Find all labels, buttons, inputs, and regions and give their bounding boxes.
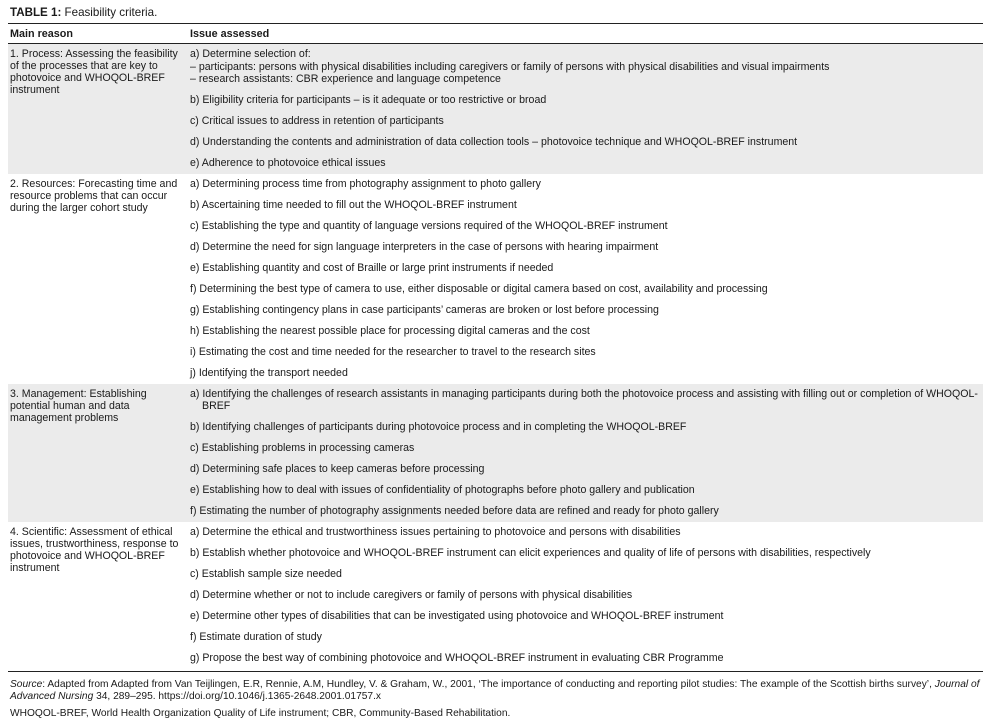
issue-item: h) Establishing the nearest possible place for processing digital cameras and the cost: [190, 324, 590, 337]
issue-item: c) Establishing problems in processing cameras: [190, 441, 415, 454]
issue-item: e) Establishing quantity and cost of Braille or large print instruments if needed: [190, 261, 554, 274]
reason-resources: 2. Resources: Forecasting time and resource problems that can occur during the larger cohort study: [10, 177, 178, 214]
issues-process: [188, 44, 983, 174]
issue-item: f) Estimating the number of photography assignments needed before data are refined and ready for photo gallery: [190, 504, 719, 517]
issue-item: c) Establishing the type and quantity of language versions required of the WHOQOL-BREF instrument: [190, 219, 668, 232]
issue-text: – participants: persons with physical disabilities including caregivers or family of persons with physical disabilities and visual impairments: [190, 60, 830, 73]
table-row: [8, 384, 983, 522]
issue-item: f) Determining the best type of camera to use, either disposable or digital camera based on cost, availability and processing: [190, 282, 768, 295]
issue-text: – research assistants: CBR experience and language competence: [190, 73, 501, 85]
table-row: [8, 44, 983, 174]
source-label: Source: [10, 678, 43, 690]
source-text-post: 34, 289–295. https://doi.org/10.1046/j.1365-2648.2001.01757.x: [93, 691, 381, 702]
table-footnote: [8, 671, 983, 721]
issues-management: [188, 384, 983, 522]
source-text-pre: : Adapted from Adapted from Van Teijlingen, E.R, Rennie, A.M, Hundley, V. & Graham, W., 2001, ‘The importance of conducting and reporting pilot studies: The example of the Scottish births survey’,: [42, 678, 935, 690]
header-issue-assessed: Issue assessed: [190, 28, 270, 40]
table-header-row: [8, 24, 983, 44]
table-row: [8, 174, 983, 384]
issue-item: d) Understanding the contents and administration of data collection tools – photovoice technique and WHOQOL-BREF instrument: [190, 135, 798, 148]
table-row: [8, 522, 983, 669]
issue-item: f) Estimate duration of study: [190, 630, 322, 643]
table-caption: [8, 6, 983, 20]
abbreviations-note: WHOQOL-BREF, World Health Organization Quality of Life instrument; CBR, Community-Based Rehabilitation.: [10, 707, 511, 719]
journal-name: Journal of Advanced Nursing: [10, 678, 980, 702]
caption-label: TABLE 1:: [10, 6, 62, 19]
caption-text: Feasibility criteria.: [61, 6, 158, 19]
issue-item: g) Establishing contingency plans in case participants’ cameras are broken or lost before processing: [190, 303, 659, 316]
issues-resources: [188, 174, 983, 384]
issue-item: b) Establish whether photovoice and WHOQOL-BREF instrument can elicit experiences and quality of life of persons with disabilities, respectively: [190, 546, 871, 559]
issue-item: d) Determining safe places to keep cameras before processing: [190, 462, 485, 475]
issue-item: c) Critical issues to address in retention of participants: [190, 114, 444, 127]
issue-item: j) Identifying the transport needed: [190, 366, 348, 379]
header-main-reason: Main reason: [10, 28, 73, 40]
issue-item: g) Propose the best way of combining photovoice and WHOQOL-BREF instrument in evaluating CBR Programme: [190, 651, 724, 664]
reason-scientific: 4. Scientific: Assessment of ethical issues, trustworthiness, response to photovoice and WHOQOL-BREF instrument: [10, 525, 179, 574]
issue-item: i) Estimating the cost and time needed for the researcher to travel to the research sites: [190, 345, 596, 358]
issue-item: b) Identifying challenges of participants during photovoice process and in completing the WHOQOL-BREF: [190, 420, 687, 433]
reason-management: 3. Management: Establishing potential human and data management problems: [8, 384, 188, 522]
feasibility-table: [8, 24, 983, 669]
issue-item: a) Identifying the challenges of research assistants in managing participants during both the photovoice process and assisting with filling out or completion of WHOQOL-BREF: [190, 387, 978, 412]
issue-item: e) Adherence to photovoice ethical issues: [190, 156, 386, 169]
issue-item: c) Establish sample size needed: [190, 567, 342, 580]
issue-item: a) Determine the ethical and trustworthiness issues pertaining to photovoice and persons with disabilities: [190, 525, 681, 538]
issue-item: d) Determine the need for sign language interpreters in the case of persons with hearing impairment: [190, 240, 659, 253]
source-note: [10, 679, 983, 704]
issue-text: a) Determine selection of:: [190, 48, 311, 60]
issue-item: e) Determine other types of disabilities that can be investigated using photovoice and WHOQOL-BREF instrument: [190, 609, 724, 622]
issue-item: b) Ascertaining time needed to fill out the WHOQOL-BREF instrument: [190, 198, 517, 211]
issue-item: e) Establishing how to deal with issues of confidentiality of photographs before photo gallery and publication: [190, 483, 695, 496]
issues-scientific: [188, 522, 983, 669]
issue-item: b) Eligibility criteria for participants – is it adequate or too restrictive or broad: [190, 93, 547, 106]
reason-process: 1. Process: Assessing the feasibility of the processes that are key to photovoice and WHOQOL-BREF instrument: [8, 44, 188, 174]
issue-item: d) Determine whether or not to include caregivers or family of persons with physical disabilities: [190, 588, 633, 601]
issue-item: a) Determining process time from photography assignment to photo gallery: [190, 177, 541, 190]
issue-item: [190, 44, 981, 90]
